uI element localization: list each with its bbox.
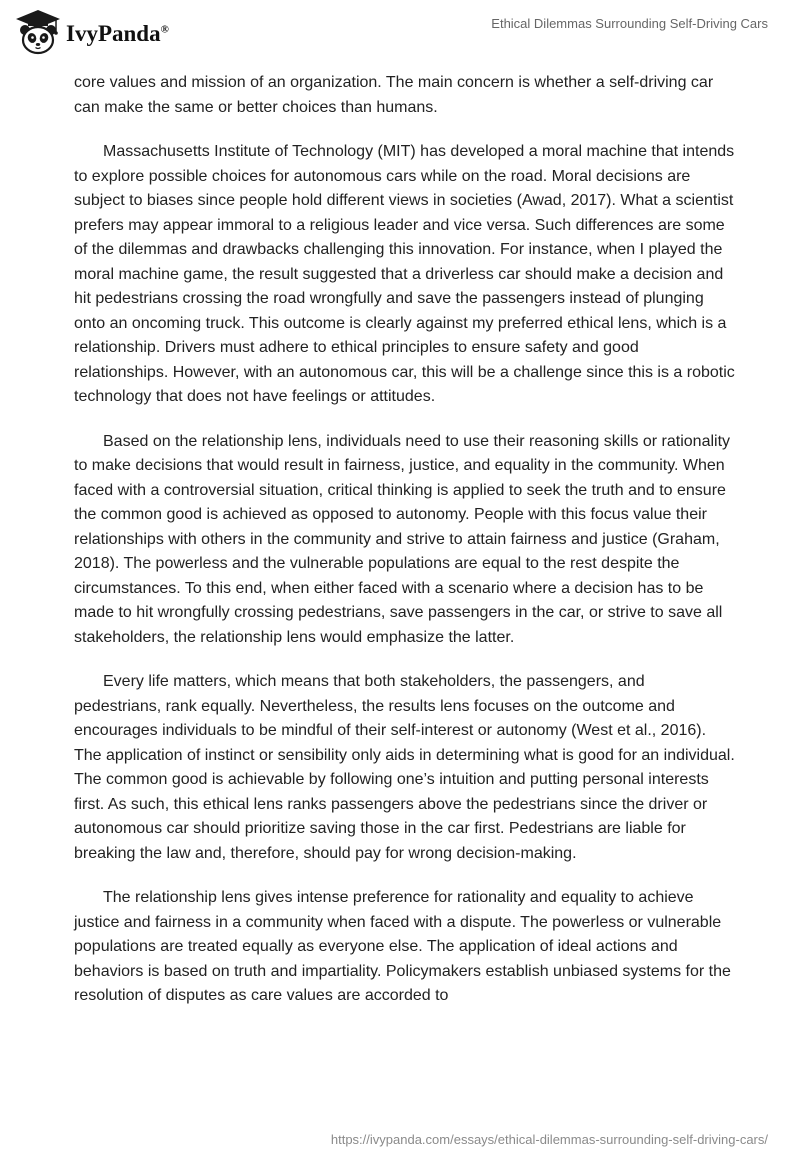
paragraph: Based on the relationship lens, individuals need to use their reasoning skills or rationality to make decisions that would result in fairness, justice, and equality in the community. When faced with a controversial situation, critical thinking is applied to seek the truth and to ensure the common good is achieved as opposed to autonomy. People with this focus value their relationships with others in the community and strive to attain fairness and justice (Graham, 2018). The powerless and the vulnerable populations are equal to the rest despite the circumstances. To this end, when either faced with a scenario where a decision has to be made to hit wrongfully crossing pedestrians, save passengers in the car, or strive to save all stakeholders, the relationship lens would emphasize the latter. [74, 432, 731, 646]
paragraph: core values and mission of an organization. The main concern is whether a self-driving car can make the same or better choices than humans. [74, 74, 714, 116]
paragraph: The relationship lens gives intense preference for rationality and equality to achieve justice and fairness in a community when faced with a dispute. The powerless or vulnerable populations are treated equally as everyone else. The application of ideal actions and behaviors is based on truth and impartiality. Policymakers establish unbiased systems for the resolution of disputes as care values are accorded to [74, 889, 731, 1004]
page-header [0, 0, 800, 70]
document-title: Ethical Dilemmas Surrounding Self-Driving Cars [491, 16, 768, 31]
paragraph: Every life matters, which means that both stakeholders, the passengers, and pedestrians, rank equally. Nevertheless, the results lens focuses on the outcome and encourages individuals to be mindful of their self-interest or autonomy (West et al., 2016). The application of instinct or sensibility only aids in determining what is good for an individual. The common good is achievable by following one’s intuition and putting personal interests first. As such, this ethical lens ranks passengers above the pedestrians since the driver or autonomous car should prioritize saving those in the car first. Pedestrians are liable for breaking the law and, therefore, should pay for wrong decision-making. [74, 673, 735, 862]
ivypanda-logo[interactable] [14, 8, 169, 56]
brand-name: IvyPanda® [66, 21, 169, 46]
essay-body [74, 71, 736, 1029]
source-url-link[interactable]: https://ivypanda.com/essays/ethical-dilemmas-surrounding-self-driving-cars/ [330, 1132, 768, 1147]
paragraph: Massachusetts Institute of Technology (MIT) has developed a moral machine that intends to explore possible choices for autonomous cars while on the road. Moral decisions are subject to biases since people hold different views in societies (Awad, 2017). What a scientist prefers may appear immoral to a religious leader and vice versa. Such differences are some of the dilemmas and drawbacks challenging this innovation. For instance, when I played the moral machine game, the result suggested that a driverless car should make a decision and hit pedestrians crossing the road wrongfully and save the passengers instead of plunging onto an oncoming truck. This outcome is clearly against my preferred ethical lens, which is a relationship. Drivers must adhere to ethical principles to ensure safety and good relationships. However, with an autonomous car, this will be a challenge since this is a robotic technology that does not have feelings or attitudes. [74, 143, 735, 405]
registered-mark: ® [160, 23, 169, 36]
panda-graduate-icon [14, 8, 62, 56]
